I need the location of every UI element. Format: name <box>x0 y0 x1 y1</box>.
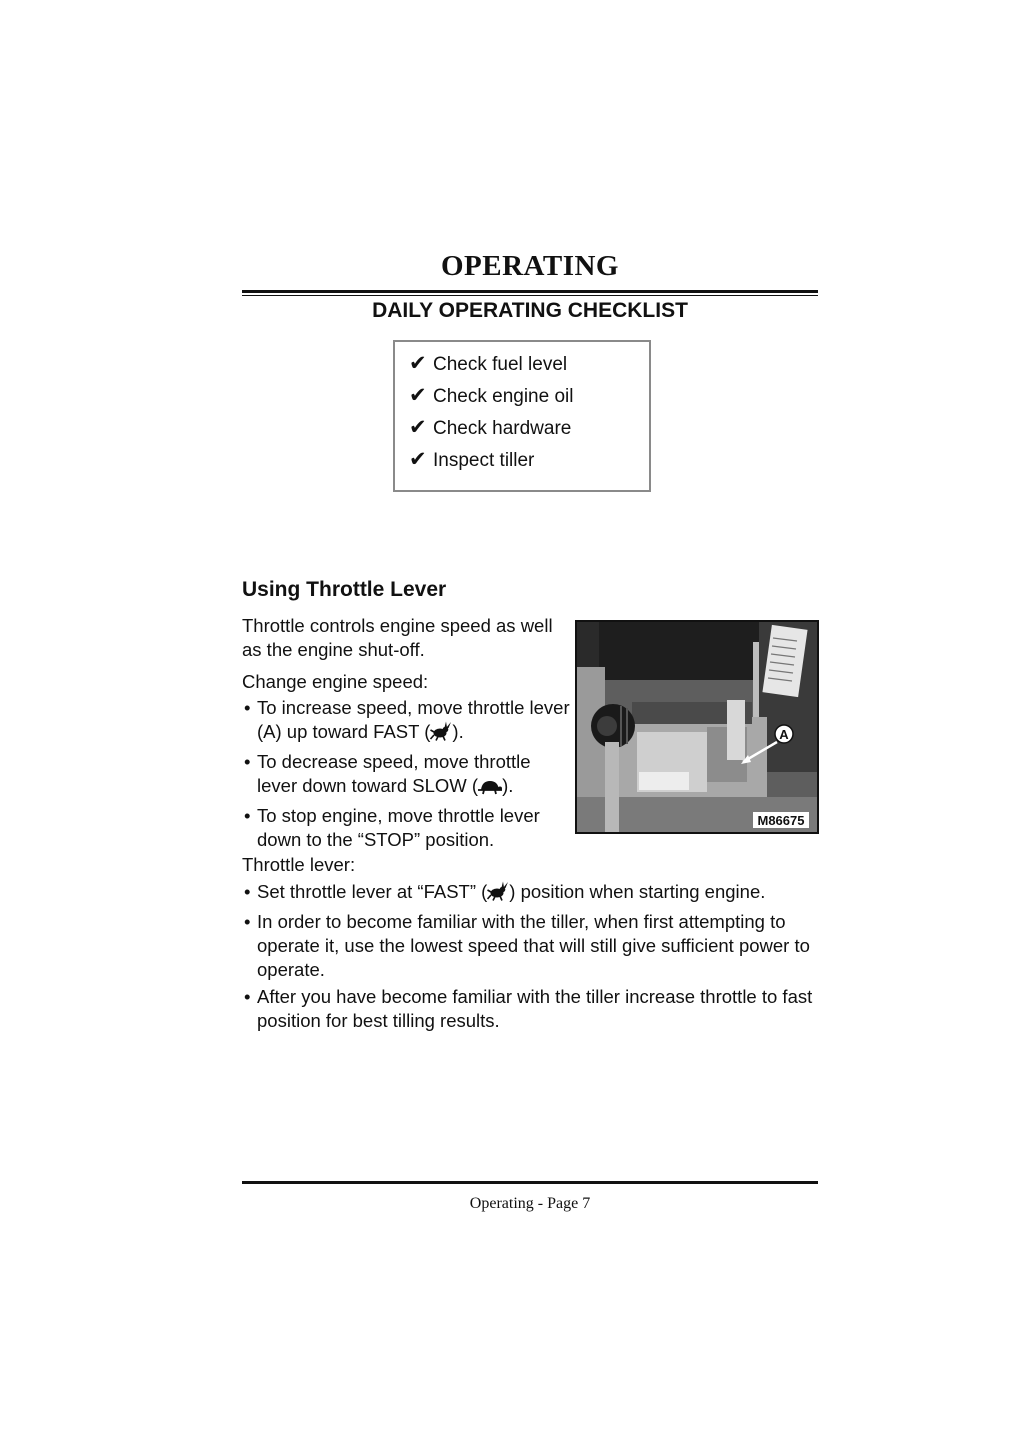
checklist-item-label: Inspect tiller <box>433 450 535 471</box>
checklist-item <box>409 444 649 476</box>
checklist-heading: DAILY OPERATING CHECKLIST <box>372 299 688 322</box>
checkmark-icon: ✔ <box>409 352 427 375</box>
checklist-item <box>409 348 649 380</box>
checklist-box <box>393 340 651 492</box>
bullet-stop-engine: • To stop engine, move throttle lever down to the “STOP” position. <box>242 804 572 852</box>
turtle-icon <box>478 777 502 801</box>
checklist-item-label: Check hardware <box>433 418 572 439</box>
engine-photo-illustration <box>577 622 817 832</box>
checkmark-icon: ✔ <box>409 416 427 439</box>
checklist-item-label: Check fuel level <box>433 354 568 375</box>
bullet-decrease-speed: • To decrease speed, move throttle lever down toward SLOW ( ). <box>242 750 572 801</box>
page-footer: Operating - Page 7 <box>469 1195 591 1212</box>
checklist-item <box>409 380 649 412</box>
checkmark-icon: ✔ <box>409 384 427 407</box>
figure-code: M86675 <box>757 813 805 828</box>
throttle-lever-instructions <box>242 853 820 1036</box>
throttle-text-column <box>242 614 572 855</box>
bullet-set-fast: • Set throttle lever at “FAST” ( ) position when starting engine. <box>242 880 820 907</box>
checklist-item-label: Check engine oil <box>433 386 574 407</box>
change-speed-heading: Change engine speed: <box>242 671 429 692</box>
title-divider <box>242 290 818 293</box>
footer-divider <box>242 1181 818 1184</box>
page-title: OPERATING <box>441 250 619 282</box>
checklist-item <box>409 412 649 444</box>
bullet-increase-speed: • To increase speed, move throttle lever (A) up toward FAST ( ). <box>242 696 572 747</box>
section-title-throttle: Using Throttle Lever <box>242 578 447 601</box>
rabbit-icon <box>487 881 509 907</box>
callout-label-a: A <box>779 727 789 742</box>
bullet-become-familiar: • In order to become familiar with the tiller, when first attempting to operate it, use the lowest speed that will still give sufficient power to operate. <box>242 910 820 982</box>
bullet-after-familiar: • After you have become familiar with the tiller increase throttle to fast position for best tilling results. <box>242 985 820 1033</box>
intro-paragraph: Throttle controls engine speed as well as the engine shut-off. <box>242 615 553 660</box>
title-divider-thin <box>242 295 818 296</box>
throttle-lever-photo <box>575 620 819 834</box>
checkmark-icon: ✔ <box>409 448 427 471</box>
lever-heading: Throttle lever: <box>242 854 356 875</box>
rabbit-icon <box>430 721 452 747</box>
